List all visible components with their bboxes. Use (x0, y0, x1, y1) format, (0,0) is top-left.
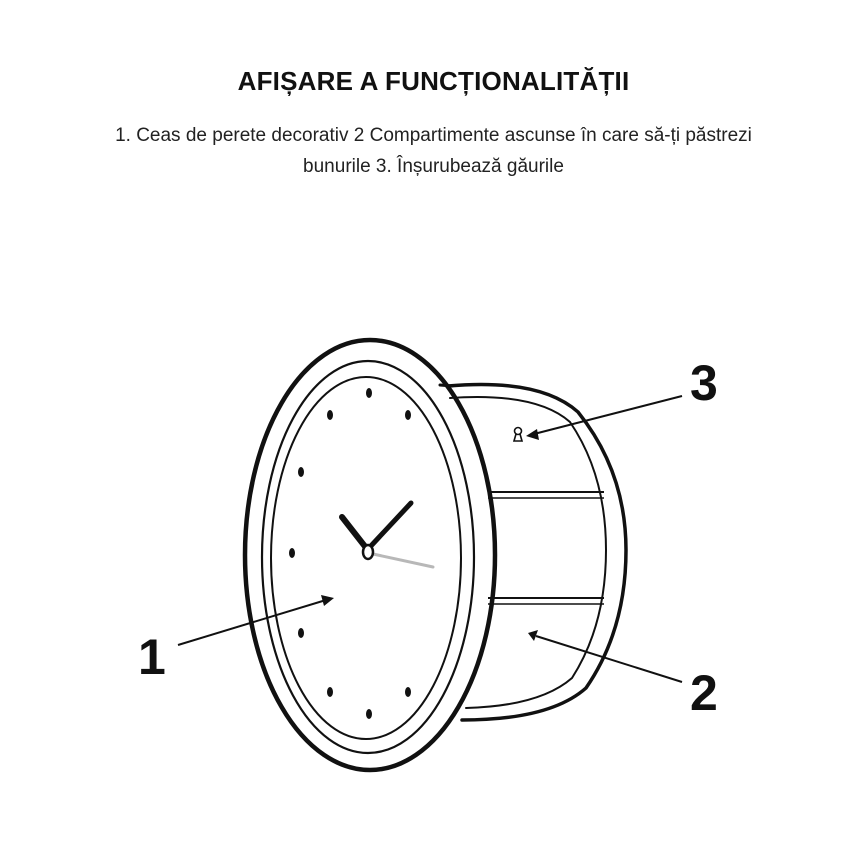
feature-description: 1. Ceas de perete decorativ 2 Compartimente ascunse în care să-ți păstrezi bunurile 3. Înșurubează găurile (115, 125, 752, 177)
callout-number-2: 2 (690, 665, 718, 721)
hidden-compartment-shelves (488, 492, 604, 604)
keyhole-icon (514, 428, 522, 442)
hour-markers (289, 388, 411, 719)
clock-hands-icon (342, 503, 433, 567)
callout-number-1: 1 (138, 629, 166, 685)
callout-number-3: 3 (690, 355, 718, 411)
page-title: AFIȘARE A FUNCȚIONALITĂȚII (237, 66, 630, 96)
